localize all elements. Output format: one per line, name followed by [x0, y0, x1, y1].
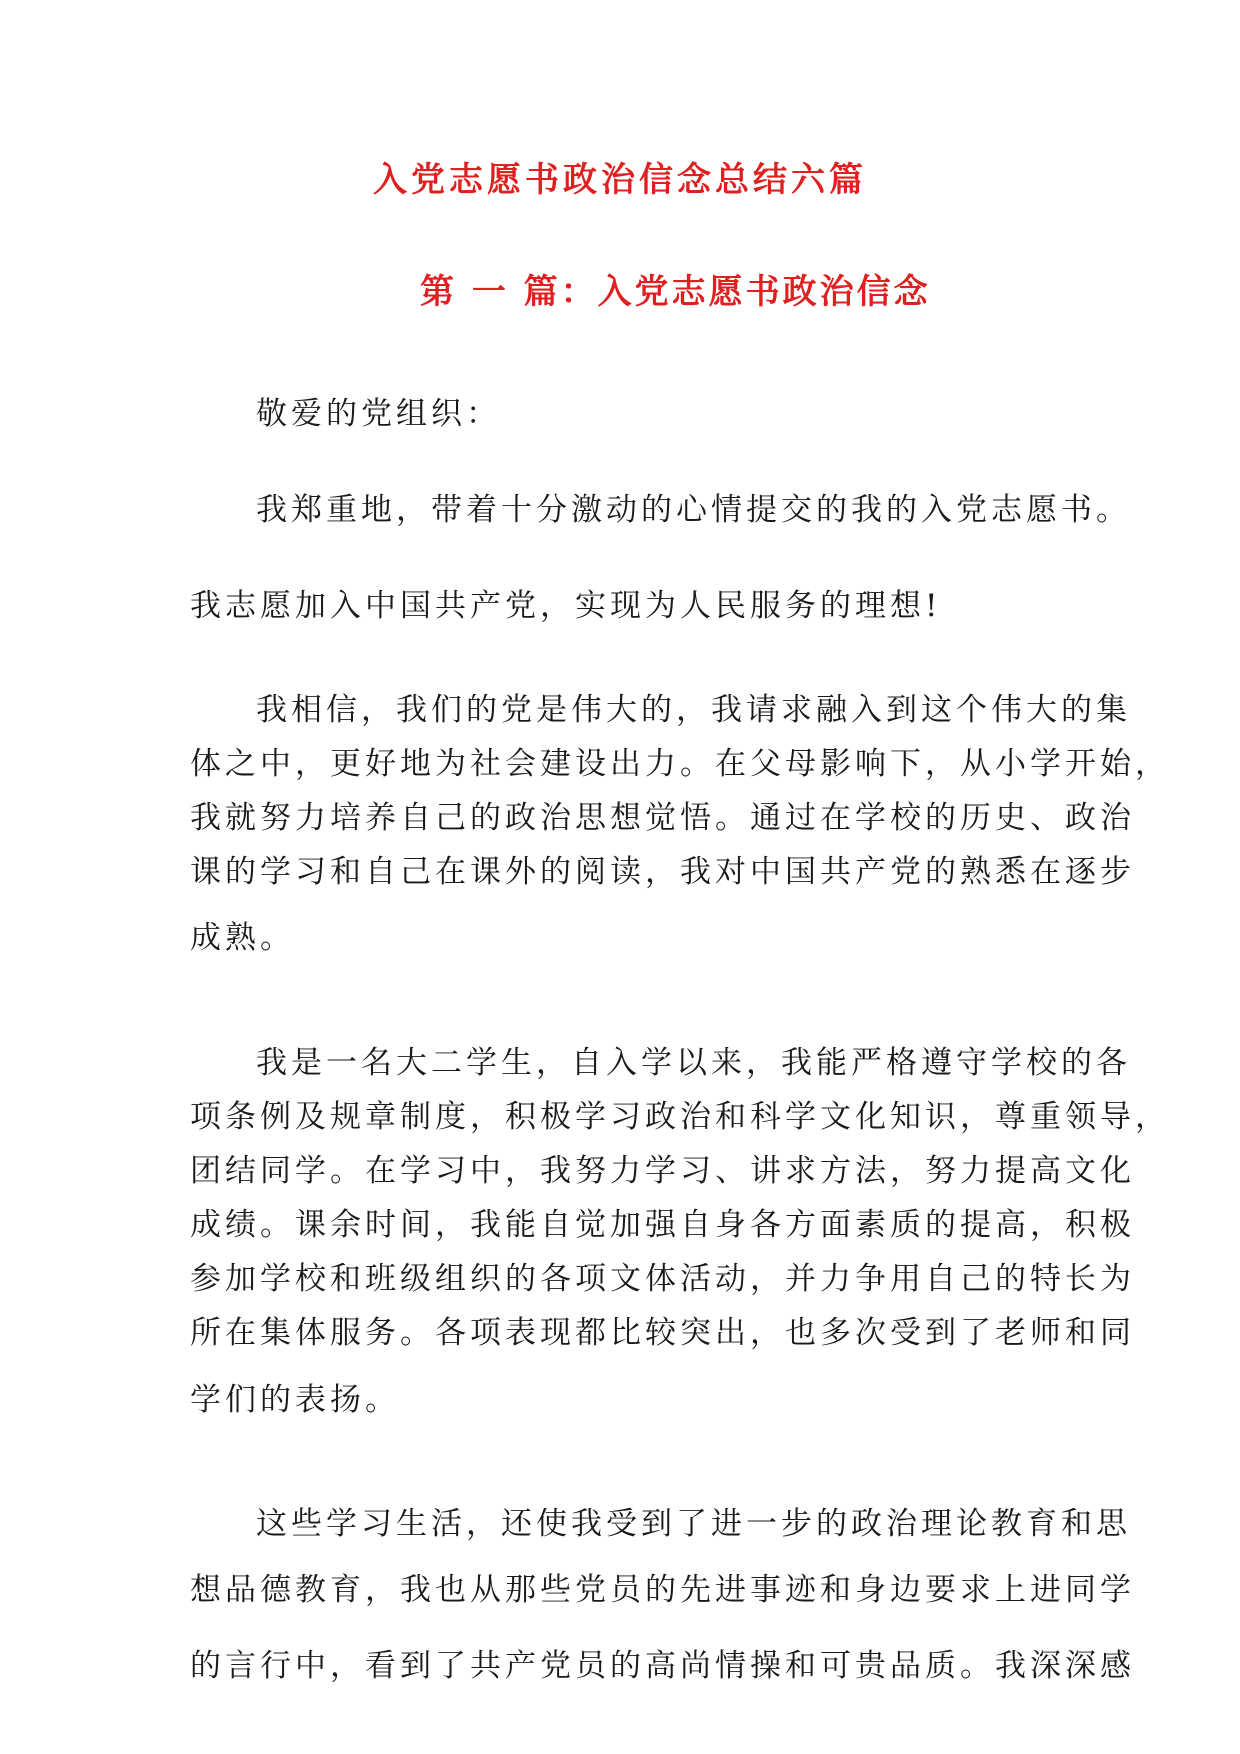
- paragraph-line: 成绩。课余时间，我能自觉加强自身各方面素质的提高，积极: [190, 1207, 1135, 1243]
- document-title: 入党志愿书政治信念总结六篇: [373, 160, 867, 200]
- paragraph-line: 的言行中，看到了共产党员的高尚情操和可贵品质。我深深感: [190, 1648, 1135, 1684]
- paragraph-line: 项条例及规章制度，积极学习政治和科学文化知识，尊重领导，: [190, 1099, 1170, 1135]
- paragraph-line: 我志愿加入中国共产党，实现为人民服务的理想!: [190, 588, 942, 624]
- salutation-line: 敬爱的党组织：: [256, 396, 501, 432]
- paragraph-line: 这些学习生活，还使我受到了进一步的政治理论教育和思: [256, 1506, 1131, 1542]
- paragraph-line: 我是一名大二学生，自入学以来，我能严格遵守学校的各: [256, 1045, 1131, 1081]
- paragraph-line: 我相信，我们的党是伟大的，我请求融入到这个伟大的集: [256, 692, 1131, 728]
- paragraph-line: 我就努力培养自己的政治思想觉悟。通过在学校的历史、政治: [190, 800, 1135, 836]
- paragraph-line: 参加学校和班级组织的各项文体活动，并力争用自己的特长为: [190, 1261, 1135, 1297]
- paragraph-line: 所在集体服务。各项表现都比较突出，也多次受到了老师和同: [190, 1315, 1135, 1351]
- paragraph-line: 体之中，更好地为社会建设出力。在父母影响下，从小学开始，: [190, 746, 1170, 782]
- paragraph-line: 想品德教育，我也从那些党员的先进事迹和身边要求上进同学: [190, 1572, 1135, 1608]
- section-title: 第 一 篇：入党志愿书政治信念: [420, 272, 931, 312]
- paragraph-line: 成熟。: [190, 920, 295, 956]
- paragraph-line: 学们的表扬。: [190, 1382, 400, 1418]
- paragraph-line: 我郑重地，带着十分激动的心情提交的我的入党志愿书。: [256, 492, 1131, 528]
- paragraph-line: 课的学习和自己在课外的阅读，我对中国共产党的熟悉在逐步: [190, 854, 1135, 890]
- paragraph-line: 团结同学。在学习中，我努力学习、讲求方法，努力提高文化: [190, 1153, 1135, 1189]
